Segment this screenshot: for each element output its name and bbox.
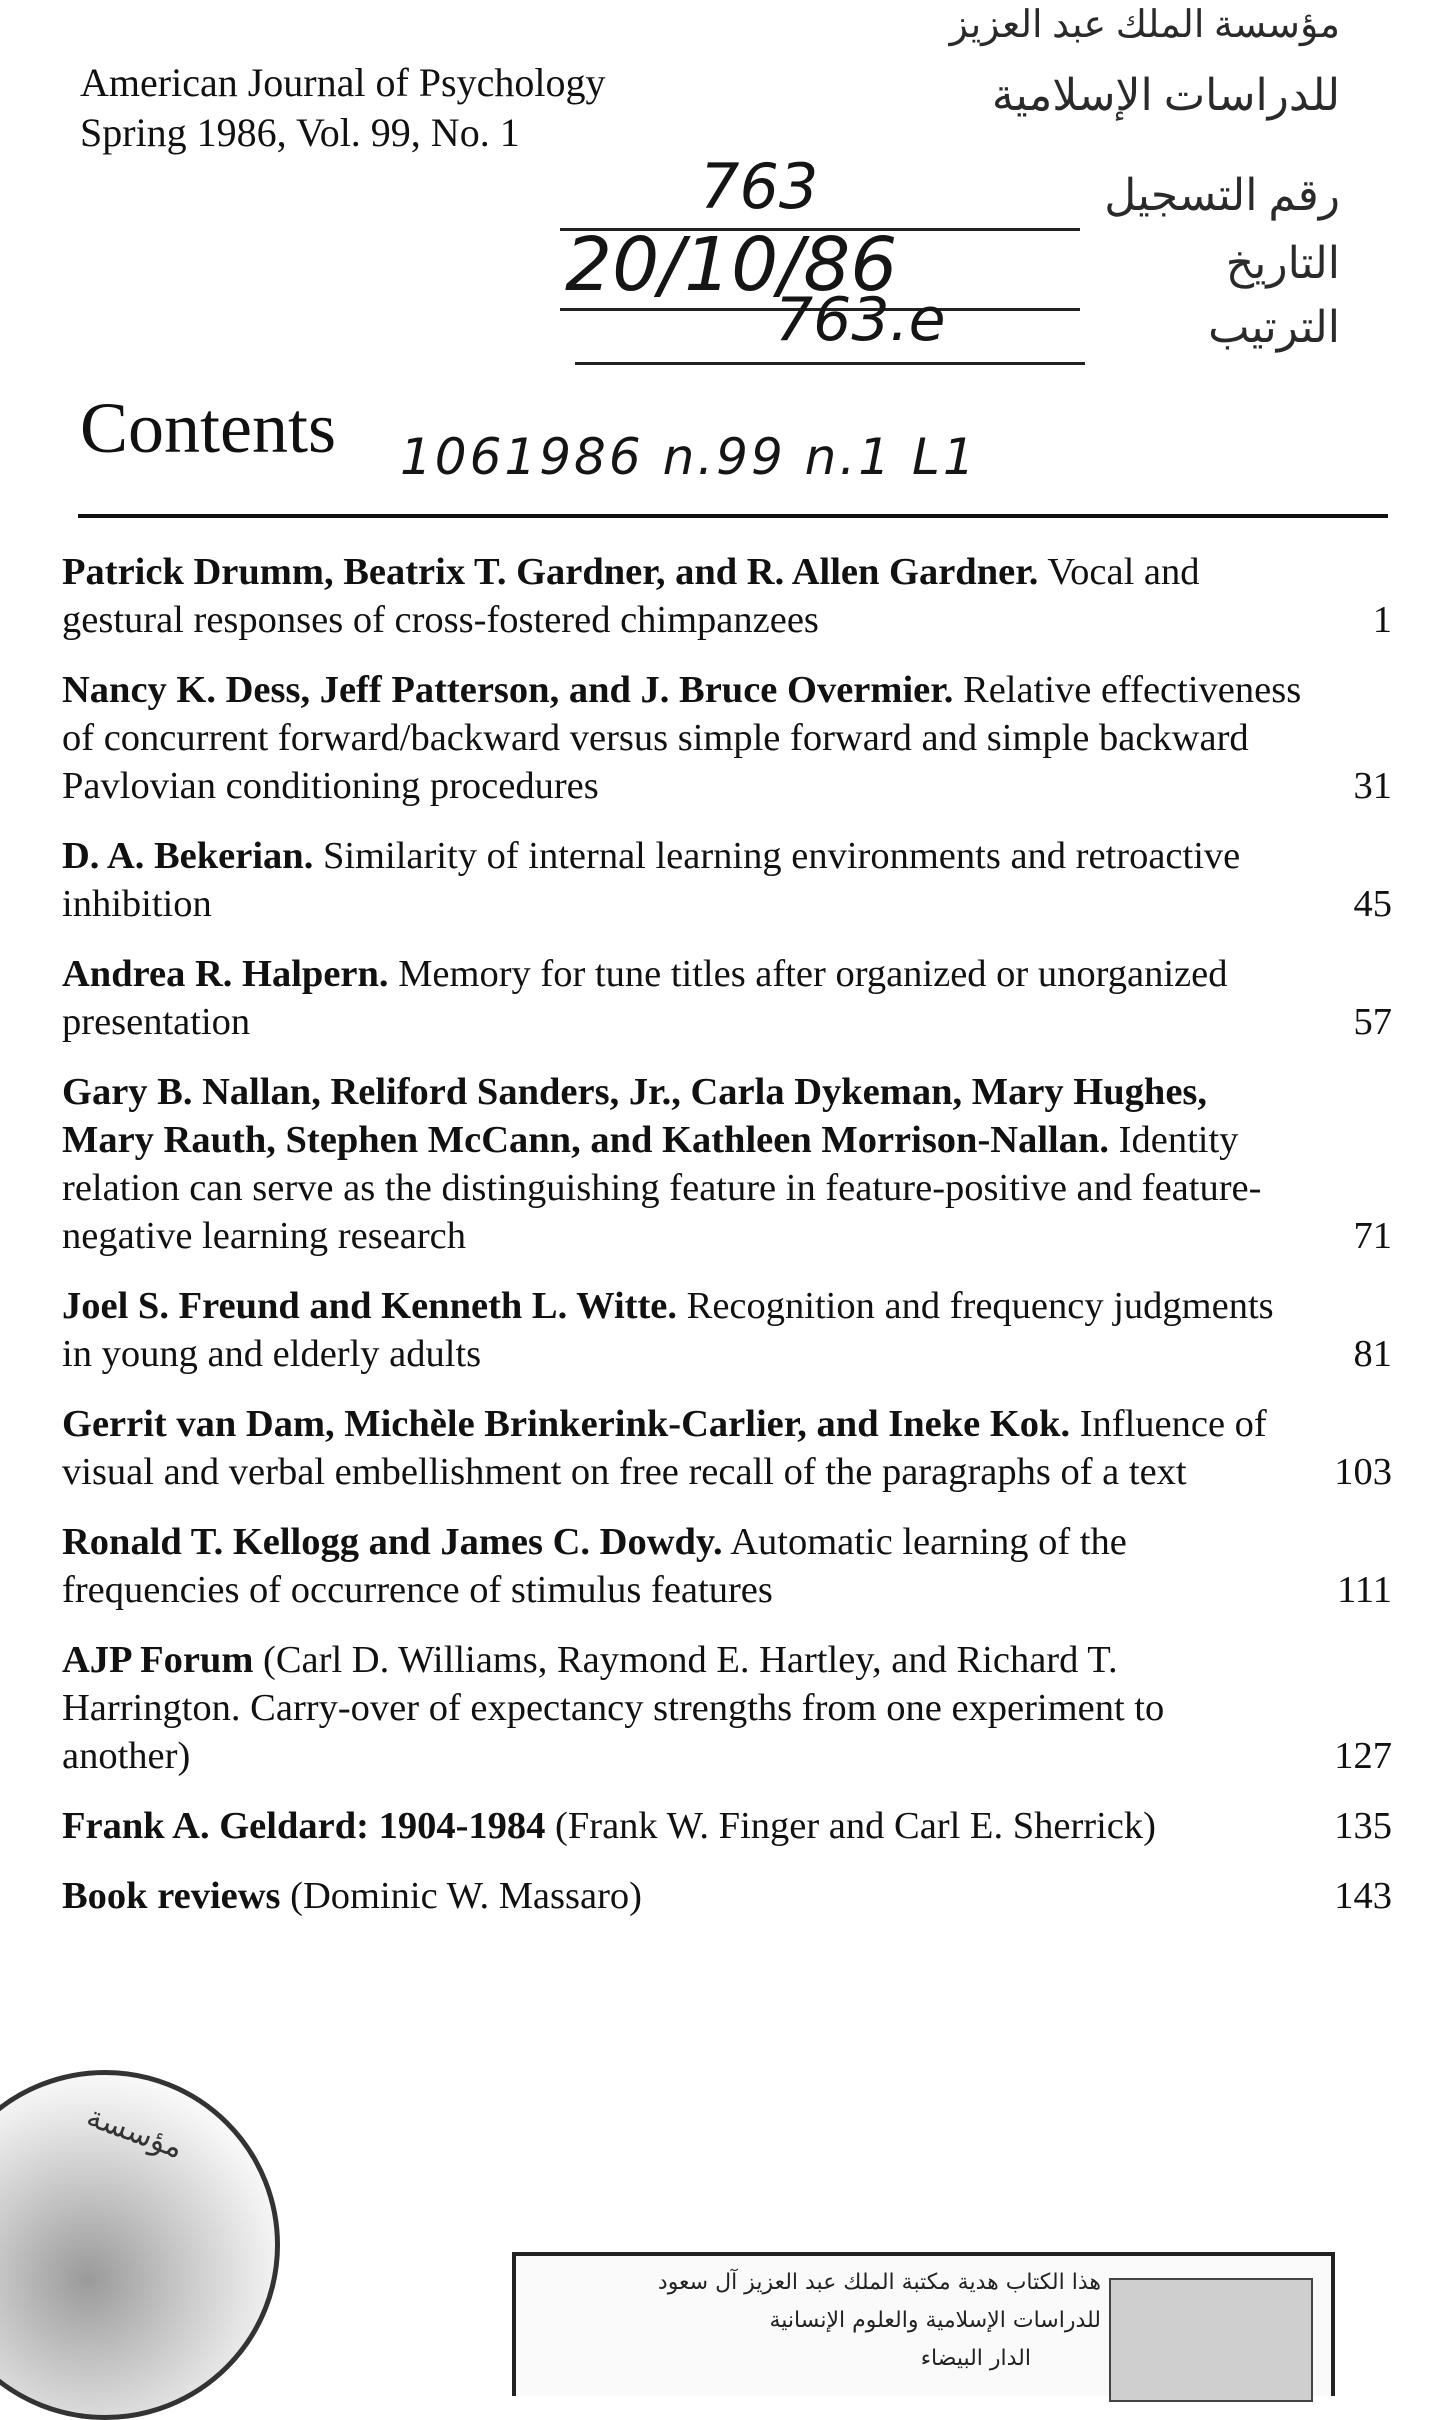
toc-entry <box>62 950 1392 1046</box>
stamp-label-order: الترتيب <box>1208 303 1340 352</box>
handwritten-catalog: 1061986 n.99 n.1 L1 <box>400 428 978 486</box>
toc-title: Relative effectiveness of concurrent forward/backward versus simple forward and simple backward Pavlovian conditioning procedures <box>62 669 1302 807</box>
toc-page: 1 <box>1372 599 1392 641</box>
toc-page: 111 <box>1337 1569 1392 1611</box>
toc-title: (Frank W. Finger and Carl E. Sherrick) <box>555 1805 1156 1847</box>
toc-authors: AJP Forum <box>62 1639 254 1681</box>
journal-header <box>80 58 605 158</box>
donation-stamp <box>512 2252 1335 2396</box>
donation-line2: للدراسات الإسلامية والعلوم الإنسانية <box>769 2308 1101 2333</box>
toc-authors: Gerrit van Dam, Michèle Brinkerink-Carlier, and Ineke Kok. <box>62 1403 1071 1445</box>
stamp-line1-arabic: للدراسات الإسلامية <box>991 71 1340 120</box>
donation-line3: الدار البيضاء <box>920 2346 1031 2371</box>
toc-title: Influence of visual and verbal embellishment on free recall of the paragraphs of a text <box>62 1403 1267 1493</box>
toc-entry <box>62 1068 1392 1260</box>
toc-authors: Nancy K. Dess, Jeff Patterson, and J. Bruce Overmier. <box>62 669 954 711</box>
seal-text: مؤسسة <box>82 2099 188 2166</box>
toc-authors: Book reviews <box>62 1875 281 1917</box>
toc-title: (Dominic W. Massaro) <box>290 1875 642 1917</box>
toc-title: Identity relation can serve as the distinguishing feature in feature-positive and feature-negative learning research <box>62 1119 1262 1257</box>
toc-authors: Andrea R. Halpern. <box>62 953 389 995</box>
toc-authors: Joel S. Freund and Kenneth L. Witte. <box>62 1285 678 1327</box>
donation-seal-image <box>1109 2278 1313 2402</box>
toc-page: 135 <box>1334 1805 1392 1847</box>
journal-issue: Spring 1986, Vol. 99, No. 1 <box>80 110 520 155</box>
toc-page: 57 <box>1353 1001 1392 1043</box>
toc-entry <box>62 832 1392 928</box>
toc-page: 81 <box>1353 1333 1392 1375</box>
heading-rule <box>78 514 1388 518</box>
toc-page: 127 <box>1334 1735 1392 1777</box>
toc-entry <box>62 1282 1392 1378</box>
toc-entry <box>62 1518 1392 1614</box>
toc-entry <box>62 1636 1392 1780</box>
toc-title: Vocal and gestural responses of cross-fostered chimpanzees <box>62 551 1200 641</box>
toc-authors: D. A. Bekerian. <box>62 835 314 877</box>
toc-entry <box>62 1400 1392 1496</box>
stamp-label-number: رقم التسجيل <box>1104 171 1340 220</box>
toc-page: 103 <box>1334 1451 1392 1493</box>
round-library-seal <box>0 2070 280 2420</box>
handwritten-shelf: 763.e <box>775 285 946 355</box>
toc-entry <box>62 1872 1392 1920</box>
library-registration-stamp <box>560 0 1360 380</box>
toc-title: (Carl D. Williams, Raymond E. Hartley, and Richard T. Harrington. Carry-over of expectancy strengths from one experiment to another) <box>62 1639 1165 1777</box>
journal-title: American Journal of Psychology <box>80 60 606 105</box>
toc-title: Automatic learning of the frequencies of occurrence of stimulus features <box>62 1521 1127 1611</box>
toc-authors: Gary B. Nallan, Reliford Sanders, Jr., Carla Dykeman, Mary Hughes, Mary Rauth, Stephen McCann, and Kathleen Morrison-Nallan. <box>62 1071 1208 1161</box>
toc-authors: Patrick Drumm, Beatrix T. Gardner, and R. Allen Gardner. <box>62 551 1039 593</box>
toc-authors: Frank A. Geldard: 1904-1984 <box>62 1805 546 1847</box>
toc-entry <box>62 1802 1392 1850</box>
toc-title: Similarity of internal learning environments and retroactive inhibition <box>62 835 1241 925</box>
toc-entry <box>62 548 1392 644</box>
handwritten-reg-number: 763 <box>700 150 819 223</box>
donation-line1: هذا الكتاب هدية مكتبة الملك عبد العزيز آل سعود <box>657 2270 1101 2295</box>
toc-page: 45 <box>1353 883 1392 925</box>
handwritten-date: 20/10/86 <box>565 222 898 308</box>
toc-page: 71 <box>1353 1215 1392 1257</box>
toc-title: Memory for tune titles after organized or unorganized presentation <box>62 953 1228 1043</box>
toc-authors: Ronald T. Kellogg and James C. Dowdy. <box>62 1521 723 1563</box>
contents-heading: Contents <box>80 388 337 468</box>
stamp-header-arabic: مؤسسة الملك عبد العزيز <box>949 4 1340 46</box>
toc-title: Recognition and frequency judgments in young and elderly adults <box>62 1285 1274 1375</box>
stamp-underline-3 <box>575 362 1085 365</box>
contents-list <box>62 548 1392 1942</box>
toc-page: 143 <box>1334 1875 1392 1917</box>
stamp-label-date: التاريخ <box>1225 239 1340 288</box>
toc-entry <box>62 666 1392 810</box>
toc-page: 31 <box>1353 765 1392 807</box>
